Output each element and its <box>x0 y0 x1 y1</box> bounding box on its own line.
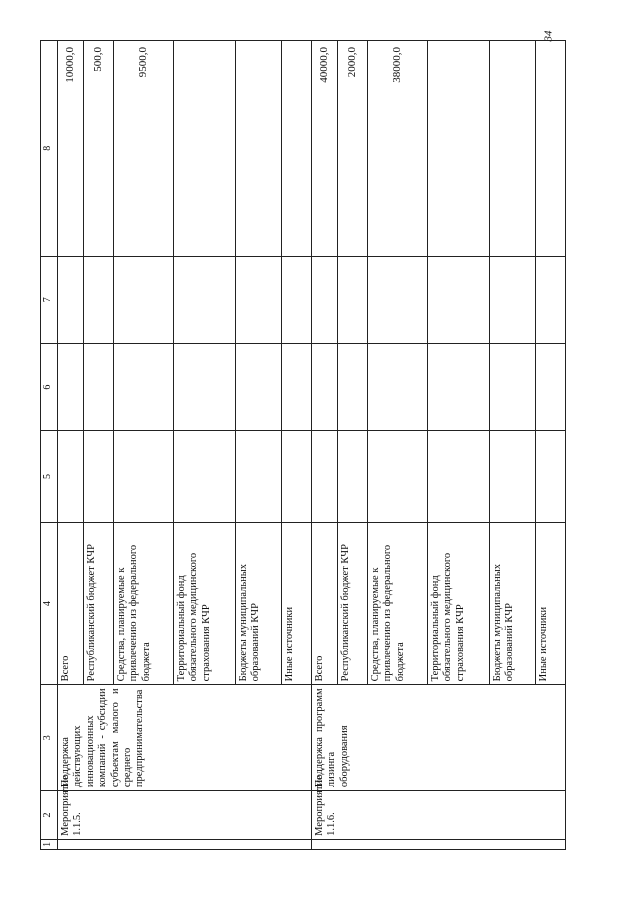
page-number: 34 <box>542 30 555 42</box>
row-index-cell <box>312 839 566 849</box>
empty-cell <box>114 343 174 430</box>
funding-source: Всего <box>58 522 84 685</box>
column-number: 5 <box>41 431 58 522</box>
empty-cell <box>84 343 114 430</box>
empty-cell <box>58 431 84 522</box>
column-number: 3 <box>41 685 58 791</box>
funding-source: Иные источники <box>282 522 312 685</box>
amount-value <box>174 41 236 257</box>
empty-cell <box>428 431 490 522</box>
empty-cell <box>536 256 566 343</box>
empty-cell <box>490 431 536 522</box>
column-number: 1 <box>41 839 58 849</box>
empty-cell <box>236 431 282 522</box>
funding-source: Территориальный фонд обязательного медицинского страхования КЧР <box>428 522 490 685</box>
empty-cell <box>282 431 312 522</box>
funding-source: Бюджеты муниципальных образований КЧР <box>236 522 282 685</box>
empty-cell <box>536 431 566 522</box>
funding-table <box>40 40 566 850</box>
funding-source: Иные источники <box>536 522 566 685</box>
empty-cell <box>338 431 368 522</box>
empty-cell <box>84 431 114 522</box>
row-index-cell <box>58 839 312 849</box>
column-number: 7 <box>41 256 58 343</box>
activity-name: Поддержка программ лизинга оборудования <box>312 685 566 791</box>
amount-value <box>536 41 566 257</box>
column-number: 6 <box>41 343 58 430</box>
column-number: 2 <box>41 791 58 840</box>
empty-cell <box>174 343 236 430</box>
amount-value: 40000,0 <box>312 41 338 257</box>
empty-cell <box>174 256 236 343</box>
empty-cell <box>312 256 338 343</box>
empty-cell <box>236 256 282 343</box>
funding-source: Бюджеты муниципальных образований КЧР <box>490 522 536 685</box>
funding-source: Средства, планируемые к привлечению из федерального бюджета <box>114 522 174 685</box>
empty-cell <box>428 256 490 343</box>
empty-cell <box>312 343 338 430</box>
empty-cell <box>490 343 536 430</box>
amount-value <box>236 41 282 257</box>
empty-cell <box>312 431 338 522</box>
empty-cell <box>174 431 236 522</box>
amount-value: 9500,0 <box>114 41 174 257</box>
amount-value: 500,0 <box>84 41 114 257</box>
empty-cell <box>338 343 368 430</box>
empty-cell <box>368 343 428 430</box>
funding-source: Территориальный фонд обязательного медицинского страхования КЧР <box>174 522 236 685</box>
funding-source: Средства, планируемые к привлечению из федерального бюджета <box>368 522 428 685</box>
table-row <box>58 41 84 850</box>
column-number: 4 <box>41 522 58 685</box>
empty-cell <box>428 343 490 430</box>
empty-cell <box>490 256 536 343</box>
empty-cell <box>282 256 312 343</box>
activity-code: Мероприятие 1.1.5. <box>58 791 312 840</box>
amount-value: 2000,0 <box>338 41 368 257</box>
table-row <box>312 41 338 850</box>
empty-cell <box>84 256 114 343</box>
amount-value: 10000,0 <box>58 41 84 257</box>
empty-cell <box>114 256 174 343</box>
amount-value <box>428 41 490 257</box>
funding-source: Республиканский бюджет КЧР <box>84 522 114 685</box>
empty-cell <box>338 256 368 343</box>
empty-cell <box>282 343 312 430</box>
empty-cell <box>58 256 84 343</box>
activity-name: Поддержка действующих инновационных компаний - субсидии субъектам малого и среднего предпринимательства <box>58 685 312 791</box>
empty-cell <box>368 431 428 522</box>
amount-value: 38000,0 <box>368 41 428 257</box>
empty-cell <box>236 343 282 430</box>
empty-cell <box>58 343 84 430</box>
empty-cell <box>536 343 566 430</box>
column-number: 8 <box>41 41 58 257</box>
activity-code: Мероприятие 1.1.6. <box>312 791 566 840</box>
amount-value <box>490 41 536 257</box>
column-number-row <box>41 41 58 850</box>
rotated-table-container <box>40 40 600 850</box>
funding-source: Республиканский бюджет КЧР <box>338 522 368 685</box>
amount-value <box>282 41 312 257</box>
funding-source: Всего <box>312 522 338 685</box>
empty-cell <box>114 431 174 522</box>
empty-cell <box>368 256 428 343</box>
